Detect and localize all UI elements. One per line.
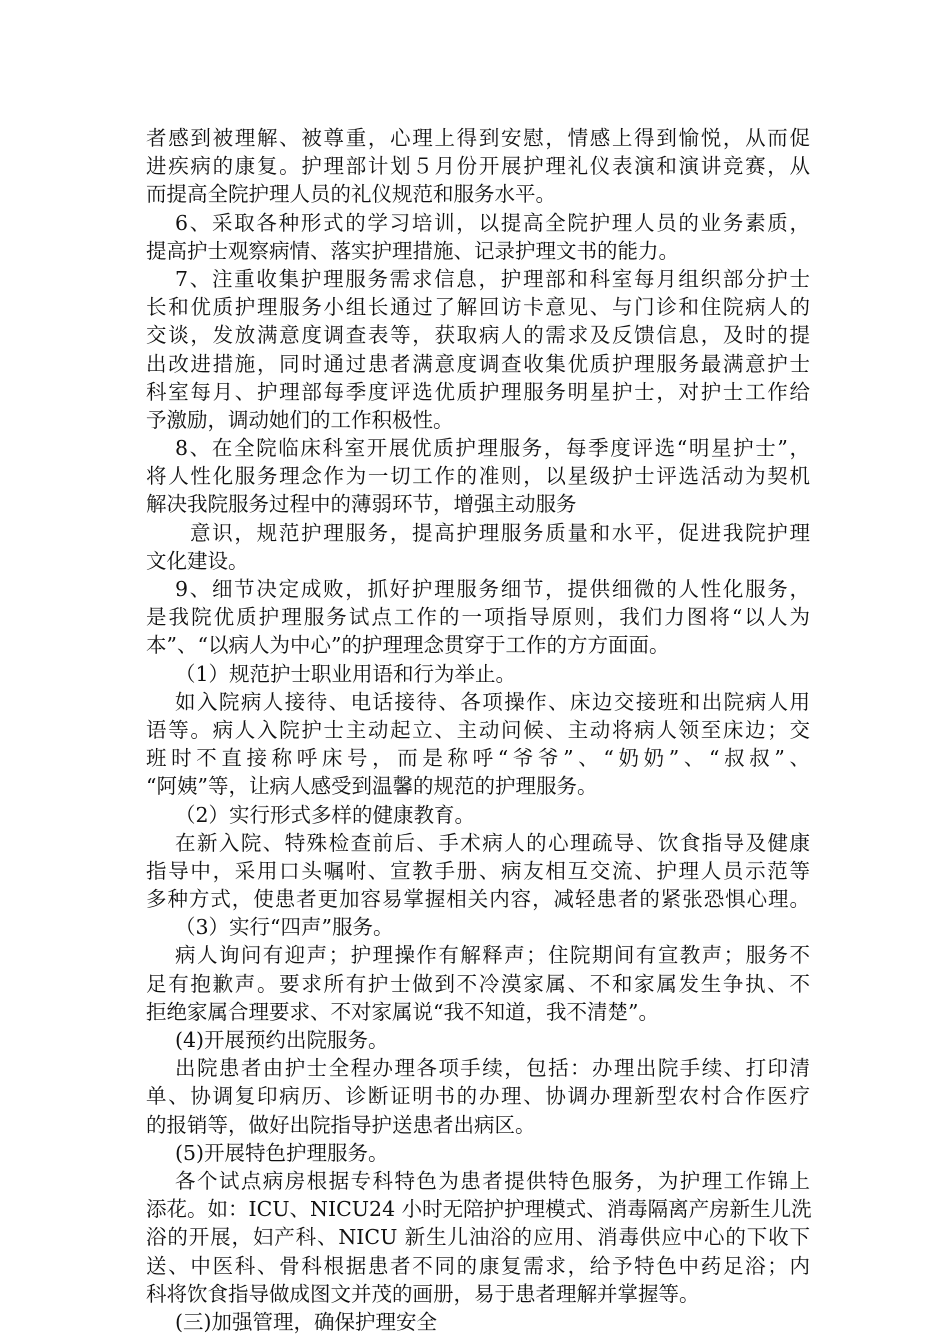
text-line: 病人询问有迎声；护理操作有解释声；住院期间有宣教声；服务不 — [175, 943, 810, 968]
text-line: (4)开展预约出院服务。 — [175, 1028, 389, 1052]
text-line: 多种方式，使患者更加容易掌握相关内容，减轻患者的紧张恐惧心理。 — [146, 887, 810, 912]
text-line: 意识，规范护理服务，提高护理服务质量和水平，促进我院护理 — [190, 520, 810, 545]
text-line: 文化建设。 — [146, 548, 249, 573]
text-line: 提高护士观察病情、落实护理措施、记录护理文书的能力。 — [146, 238, 679, 263]
document-page — [146, 124, 810, 1336]
text-line: 添花。如：ICU、NICU24 小时无陪护护理模式、消毒隔离产房新生儿洗 — [146, 1197, 812, 1222]
text-line: 长和优质护理服务小组长通过了解回访卡意见、与门诊和住院病人的 — [146, 295, 810, 320]
text-line: 解决我院服务过程中的薄弱环节，增强主动服务 — [146, 492, 577, 517]
text-line: 语等。病人入院护士主动起立、主动问候、主动将病人领至床边；交 — [146, 717, 810, 742]
text-line: （3）实行“四声”服务。 — [175, 915, 394, 940]
text-line: 6、采取各种形式的学习培训，以提高全院护理人员的业务素质， — [175, 210, 810, 235]
text-line: 科将饮食指导做成图文并茂的画册，易于患者理解并掌握等。 — [146, 1281, 700, 1306]
text-line: (三)加强管理，确保护理安全 — [175, 1309, 437, 1334]
text-line: （1）规范护士职业用语和行为举止。 — [175, 661, 517, 686]
text-line: 将人性化服务理念作为一切工作的准则，以星级护士评选活动为契机 — [146, 464, 810, 489]
text-line: 各个试点病房根据专科特色为患者提供特色服务，为护理工作锦上 — [175, 1168, 810, 1193]
text-line: 进疾病的康复。护理部计划５月份开展护理礼仪表演和演讲竞赛，从 — [146, 154, 810, 179]
text-line: 单、协调复印病历、诊断证明书的办理、协调办理新型农村合作医疗 — [146, 1084, 810, 1109]
text-line: 拒绝家属合理要求、不对家属说“我不知道，我不清楚”。 — [146, 999, 659, 1024]
text-line: 而提高全院护理人员的礼仪规范和服务水平。 — [146, 182, 556, 207]
text-line: 浴的开展，妇产科、NICU 新生儿油浴的应用、消毒供应中心的下收下 — [146, 1225, 810, 1250]
text-line: 的报销等，做好出院指导护送患者出病区。 — [146, 1112, 536, 1137]
text-line: “阿姨”等，让病人感受到温馨的规范的护理服务。 — [146, 774, 598, 799]
text-line: 送、中医科、骨科根据患者不同的康复需求，给予特色中药足浴；内 — [146, 1253, 810, 1278]
text-line: 班时不直接称呼床号，而是称呼“爷爷”、“奶奶”、“叔叔”、 — [146, 746, 810, 771]
text-line: 科室每月、护理部每季度评选优质护理服务明星护士，对护士工作给 — [146, 379, 810, 404]
text-line: 9、细节决定成败，抓好护理服务细节，提供细微的人性化服务， — [175, 577, 810, 601]
text-line: 本”、“以病人为中心”的护理理念贯穿于工作的方方面面。 — [146, 633, 670, 658]
text-line: 出改进措施，同时通过患者满意度调查收集优质护理服务最满意护士 — [146, 351, 810, 376]
text-line: 者感到被理解、被尊重，心理上得到安慰，情感上得到愉悦，从而促 — [146, 126, 810, 150]
text-line: 如入院病人接待、电话接待、各项操作、床边交接班和出院病人用 — [175, 689, 810, 714]
text-line: 指导中，采用口头嘱咐、宣教手册、病友相互交流、护理人员示范等 — [146, 858, 810, 883]
text-line: 足有抱歉声。要求所有护士做到不冷漠家属、不和家属发生争执、不 — [146, 971, 810, 996]
text-line: 是我院优质护理服务试点工作的一项指导原则，我们力图将“以人为 — [146, 605, 810, 630]
text-line: 在新入院、特殊检查前后、手术病人的心理疏导、饮食指导及健康 — [175, 830, 810, 855]
text-line: 出院患者由护士全程办理各项手续，包括：办理出院手续、打印清 — [175, 1056, 810, 1081]
text-line: 7、注重收集护理服务需求信息，护理部和科室每月组织部分护士 — [175, 266, 810, 291]
text-line: (5)开展特色护理服务。 — [175, 1140, 389, 1165]
text-line: （2）实行形式多样的健康教育。 — [175, 802, 476, 827]
text-line: 8、在全院临床科室开展优质护理服务，每季度评选“明星护士”， — [175, 436, 810, 461]
text-line: 予激励，调动她们的工作积极性。 — [146, 407, 454, 432]
text-line: 交谈，发放满意度调查表等，获取病人的需求及反馈信息，及时的提 — [146, 323, 810, 348]
